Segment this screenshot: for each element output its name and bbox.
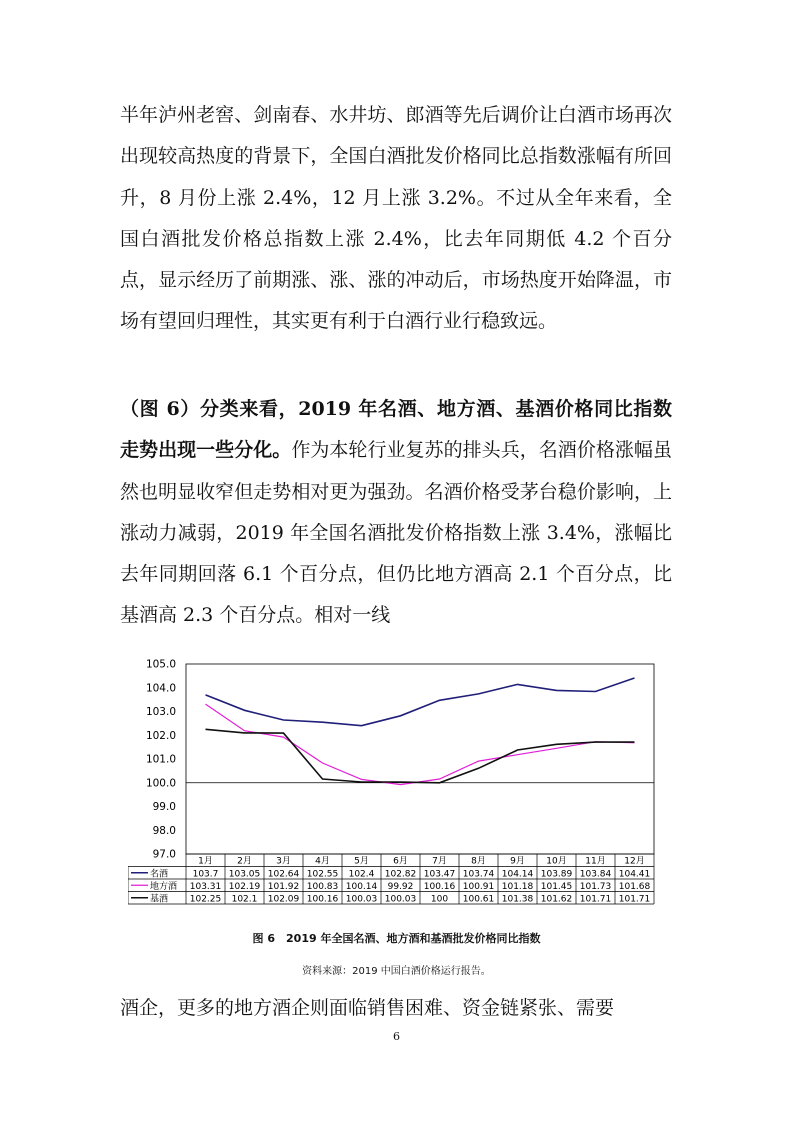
- data-value-label: 102.4: [348, 869, 375, 880]
- data-value-label: 101.18: [501, 881, 534, 892]
- y-tick-label: 105.0: [145, 658, 176, 671]
- y-tick-label: 100.0: [145, 777, 176, 790]
- legend-label: 基酒: [150, 894, 169, 905]
- data-value-label: 103.31: [189, 881, 222, 892]
- data-value-label: 103.89: [540, 869, 573, 880]
- x-category-label: 5月: [354, 856, 369, 867]
- x-category-label: 8月: [471, 856, 486, 867]
- x-category-label: 3月: [276, 856, 291, 867]
- data-value-label: 102.1: [231, 894, 258, 905]
- data-value-label: 100.03: [345, 894, 378, 905]
- series-line-3: [206, 729, 635, 783]
- data-value-label: 101.45: [540, 881, 573, 892]
- y-tick-label: 101.0: [145, 753, 176, 766]
- chart-frame: [186, 664, 654, 854]
- paragraph-2-body: 作为本轮行业复苏的排头兵，名酒价格涨幅虽然也明显收窄但走势相对更为强劲。名酒价格受茅台稳价影响，上涨动力减弱，2019 年全国名酒批发价格指数上涨 3.4%，涨幅比去年同期回落 6.1 个百分点，但仍比地方酒高 2.1 个百分点，比基酒高 2.3 个百分点。相对一线: [120, 439, 672, 627]
- data-value-label: 100.16: [306, 894, 339, 905]
- x-category-label: 9月: [510, 856, 525, 867]
- y-tick-label: 99.0: [152, 801, 176, 813]
- x-category-label: 10月: [546, 856, 567, 867]
- x-category-label: 7月: [432, 856, 447, 867]
- data-value-label: 103.84: [579, 869, 612, 880]
- data-value-label: 101.38: [501, 894, 534, 905]
- data-value-label: 102.25: [189, 894, 222, 905]
- series-line-1: [206, 678, 635, 726]
- plot-area-border: [186, 664, 654, 854]
- figure-source: 资料来源：2019 中国白酒价格运行报告。: [302, 966, 491, 977]
- data-value-label: 101.71: [579, 894, 612, 905]
- data-value-label: 100.91: [462, 881, 495, 892]
- x-category-label: 6月: [393, 856, 408, 867]
- y-tick-label: 102.0: [145, 729, 176, 742]
- data-value-label: 102.82: [384, 869, 417, 880]
- data-value-label: 100.14: [345, 881, 378, 892]
- data-value-label: 103.05: [228, 869, 261, 880]
- data-value-label: 104.41: [618, 869, 651, 880]
- x-category-label: 2月: [237, 856, 252, 867]
- y-tick-label: 98.0: [152, 824, 176, 837]
- legend-label: 名酒: [150, 869, 169, 880]
- y-tick-label: 97.0: [152, 848, 176, 861]
- data-value-label: 102.09: [267, 894, 300, 905]
- x-category-label: 12月: [624, 856, 645, 867]
- x-category-label: 1月: [198, 856, 213, 867]
- data-value-label: 104.14: [501, 869, 534, 880]
- data-value-label: 103.47: [423, 869, 456, 880]
- data-value-label: 101.68: [618, 881, 651, 892]
- data-value-label: 103.74: [462, 869, 495, 880]
- body-paragraph-2: [120, 389, 672, 637]
- data-value-label: 101.73: [579, 881, 612, 892]
- data-table: [128, 854, 654, 904]
- body-paragraph-3: 酒企，更多的地方酒企则面临销售困难、资金链紧张、需要: [120, 997, 615, 1019]
- data-value-label: 100.83: [306, 881, 339, 892]
- data-value-label: 102.19: [228, 881, 261, 892]
- data-value-label: 103.7: [192, 869, 219, 880]
- y-tick-label: 104.0: [145, 682, 176, 695]
- y-axis-ticks: [146, 659, 176, 861]
- data-value-label: 99.92: [387, 881, 414, 892]
- data-value-label: 101.71: [618, 894, 651, 905]
- x-category-label: 11月: [585, 856, 606, 867]
- data-value-label: 100.61: [462, 894, 495, 905]
- page-number: 6: [393, 1030, 400, 1043]
- x-category-label: 4月: [315, 856, 330, 867]
- line-chart: [128, 654, 673, 914]
- body-paragraph-1: 半年泸州老窖、剑南春、水井坊、郎酒等先后调价让白酒市场再次出现较高热度的背景下，全国白酒批发价格同比总指数涨幅有所回升，8 月份上涨 2.4%，12 月上涨 3.2%。不过从全年来看，全国白酒批发价格总指数上涨 2.4%，比去年同期低 4.2 个百分点，显示经历了前期涨、涨、涨的冲动后，市场热度开始降温，市场有望回归理性，其实更有利于白酒行业行稳致远。: [120, 104, 672, 333]
- series-lines: [206, 678, 635, 785]
- data-value-label: 100.16: [423, 881, 456, 892]
- data-value-label: 101.92: [267, 881, 300, 892]
- data-value-label: 101.62: [540, 894, 573, 905]
- paragraph-2-lead: （图 6）分类来看，2019 年名酒、地方酒、基酒价格同比指数走势出现一些分化。: [120, 398, 672, 462]
- figure-caption: 图 6 2019 年全国名酒、地方酒和基酒批发价格同比指数: [252, 932, 541, 945]
- y-tick-label: 103.0: [145, 706, 176, 718]
- data-value-label: 100.03: [384, 894, 417, 905]
- data-value-label: 102.55: [306, 869, 339, 880]
- data-value-label: 102.64: [267, 869, 300, 880]
- data-value-label: 100: [430, 894, 449, 905]
- legend-label: 地方酒: [150, 881, 178, 892]
